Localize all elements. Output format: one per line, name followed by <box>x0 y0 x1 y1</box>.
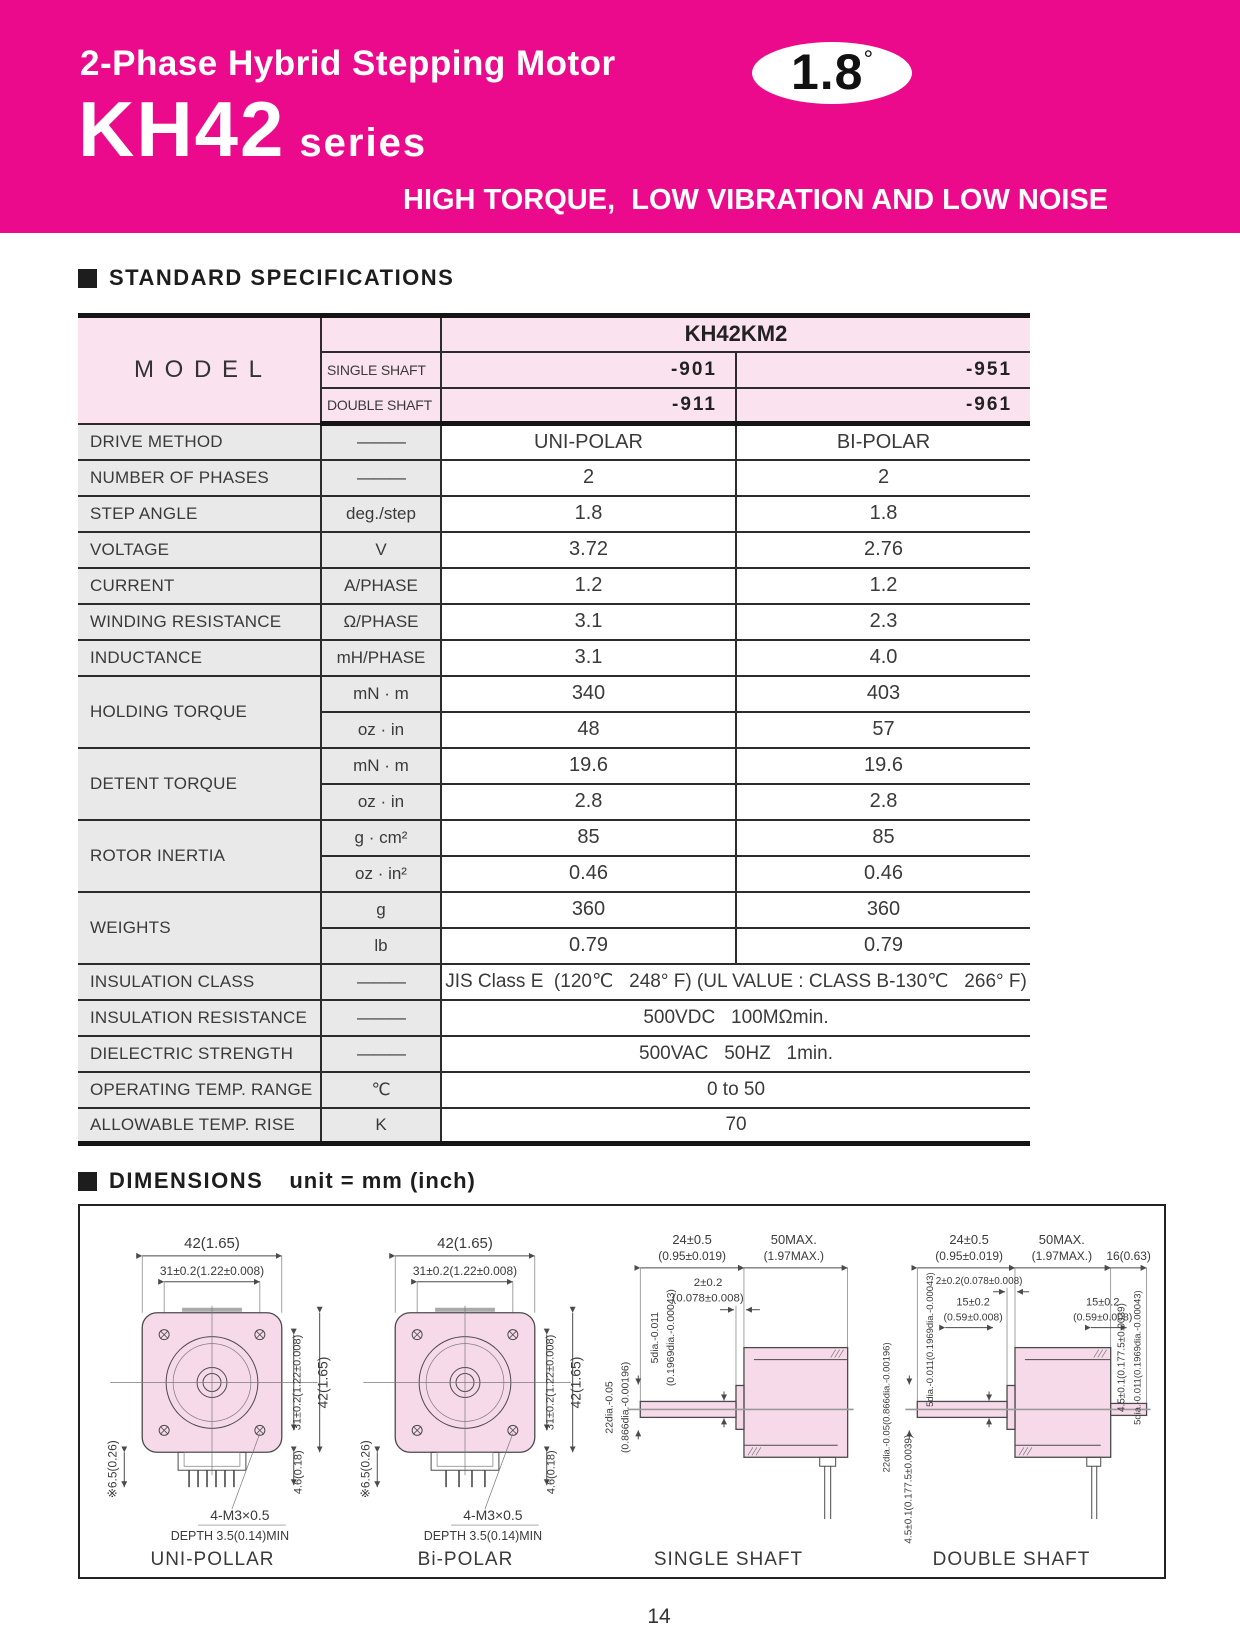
spec-value-span: 500VAC 50HZ 1min. <box>441 1036 1030 1072</box>
spec-value-bi: 0.46 <box>736 856 1030 892</box>
svg-text:4.6(0.18): 4.6(0.18) <box>545 1450 558 1495</box>
spec-row-drive-method <box>78 424 1030 460</box>
svg-text:(0.59±0.008): (0.59±0.008) <box>943 1312 1003 1324</box>
spec-value-uni: 85 <box>441 820 736 856</box>
spec-value-bi: 403 <box>736 676 1030 712</box>
svg-text:50MAX.: 50MAX. <box>1038 1231 1085 1247</box>
dimension-height-inner <box>545 1335 557 1431</box>
page-number: 14 <box>647 1605 671 1628</box>
bi-polar-front-view <box>343 1218 588 1547</box>
spec-value-uni: UNI-POLAR <box>441 424 736 460</box>
model-label: M O D E L <box>78 316 321 424</box>
spec-value-span: 500VDC 100MΩmin. <box>441 1000 1030 1036</box>
spec-value-bi: 2.8 <box>736 784 1030 820</box>
spec-value-bi: 85 <box>736 820 1030 856</box>
drawing-double-shaft <box>869 1218 1154 1571</box>
motor-face <box>363 1306 570 1475</box>
spec-label: INDUCTANCE <box>78 640 321 676</box>
svg-text:22dia.-0.05: 22dia.-0.05 <box>604 1381 616 1434</box>
spec-value-span: JIS Class E (120℃ 248° F) (UL VALUE : CLASS B-130℃ 266° F) <box>441 964 1030 1000</box>
double-shaft-label: DOUBLE SHAFT <box>321 388 441 424</box>
svg-text:※6.5(0.26): ※6.5(0.26) <box>358 1440 373 1499</box>
spec-unit: ——— <box>321 1000 441 1036</box>
spec-value-bi: 360 <box>736 892 1030 928</box>
spec-unit: K <box>321 1108 441 1144</box>
spec-label: CURRENT <box>78 568 321 604</box>
dimension-body-length <box>1015 1232 1111 1348</box>
spec-unit: mH/PHASE <box>321 640 441 676</box>
spec-unit: ——— <box>321 424 441 460</box>
spec-table <box>78 313 1030 1146</box>
svg-text:50MAX.: 50MAX. <box>770 1231 817 1247</box>
dimension-flat-front <box>944 1297 1003 1328</box>
caption-double-shaft: DOUBLE SHAFT <box>932 1549 1091 1570</box>
spec-value-uni: 0.79 <box>441 928 736 964</box>
svg-text:※6.5(0.26): ※6.5(0.26) <box>105 1440 120 1499</box>
spec-unit: g · cm² <box>321 820 441 856</box>
spec-row-holding-torque-1 <box>78 676 1030 712</box>
drawing-bi-polar <box>343 1218 588 1571</box>
spec-label: DETENT TORQUE <box>78 748 321 820</box>
double-shaft-side-view <box>869 1218 1154 1547</box>
lead-wires <box>1087 1457 1101 1519</box>
model-family: KH42KM2 <box>441 316 1030 352</box>
lead-wires <box>820 1457 836 1519</box>
svg-text:42(1.65): 42(1.65) <box>437 1234 493 1252</box>
caption-uni-polar: UNI-POLLAR <box>150 1549 275 1570</box>
page-title: 2-Phase Hybrid Stepping Motor <box>80 44 616 83</box>
svg-text:4-M3×0.5: 4-M3×0.5 <box>463 1507 523 1524</box>
dimension-height-outer <box>315 1313 331 1453</box>
spec-value-bi: BI-POLAR <box>736 424 1030 460</box>
svg-text:(1.97MAX.): (1.97MAX.) <box>763 1248 825 1263</box>
svg-text:24±0.5: 24±0.5 <box>672 1231 712 1247</box>
spec-value-uni: 2 <box>441 460 736 496</box>
spec-row-allowable-temp <box>78 1108 1030 1144</box>
dimension-connector-height <box>546 1450 558 1494</box>
dimension-connector-height <box>293 1450 305 1494</box>
svg-text:5dia.-0.011(0.1969dia.-0.00043: 5dia.-0.011(0.1969dia.-0.00043) <box>925 1272 937 1407</box>
series-title <box>78 84 427 175</box>
svg-text:5dia.-0.011: 5dia.-0.011 <box>650 1311 662 1364</box>
spec-row-voltage <box>78 532 1030 568</box>
svg-text:5dia.-0.011(0.1969dia.-0.00043: 5dia.-0.011(0.1969dia.-0.00043) <box>1132 1290 1144 1425</box>
connector-pins <box>446 1470 485 1487</box>
svg-text:24±0.5: 24±0.5 <box>949 1231 989 1247</box>
double-shaft-uni: -911 <box>441 388 736 424</box>
dimensions-box <box>78 1204 1166 1579</box>
svg-text:4.6(0.18): 4.6(0.18) <box>292 1450 305 1495</box>
svg-text:4-M3×0.5: 4-M3×0.5 <box>210 1507 270 1524</box>
svg-text:31±0.2(1.22±0.008): 31±0.2(1.22±0.008) <box>544 1334 557 1431</box>
dimension-body-length <box>744 1232 848 1348</box>
dimension-height-outer <box>568 1313 584 1453</box>
svg-text:2±0.2(0.078±0.008): 2±0.2(0.078±0.008) <box>935 1275 1023 1287</box>
svg-text:22dia.-0.05(0.866dia.-0.00196): 22dia.-0.05(0.866dia.-0.00196) <box>881 1342 893 1473</box>
spec-value-span: 0 to 50 <box>441 1072 1030 1108</box>
spec-row-weights-1 <box>78 892 1030 928</box>
spec-unit: mN · m <box>321 676 441 712</box>
series-word: series <box>299 121 428 165</box>
spec-unit: Ω/PHASE <box>321 604 441 640</box>
svg-text:(0.078±0.008): (0.078±0.008) <box>672 1292 744 1305</box>
single-shaft-side-view <box>596 1218 861 1547</box>
step-angle-badge <box>752 42 912 104</box>
spec-row-operating-temp <box>78 1072 1030 1108</box>
model-header-row <box>78 316 1030 352</box>
spec-unit: ——— <box>321 1036 441 1072</box>
spec-label: OPERATING TEMP. RANGE <box>78 1072 321 1108</box>
page-content <box>0 265 1240 1629</box>
svg-text:(0.1969dia.-0.00043): (0.1969dia.-0.00043) <box>666 1289 678 1387</box>
model-empty-cell <box>321 316 441 352</box>
motor-face <box>110 1306 317 1475</box>
spec-label: INSULATION CLASS <box>78 964 321 1000</box>
square-bullet-icon <box>78 1172 97 1191</box>
spec-label: INSULATION RESISTANCE <box>78 1000 321 1036</box>
spec-value-uni: 1.2 <box>441 568 736 604</box>
svg-text:DEPTH 3.5(0.14)MIN: DEPTH 3.5(0.14)MIN <box>423 1529 543 1544</box>
spec-label: VOLTAGE <box>78 532 321 568</box>
header-banner <box>0 0 1240 233</box>
svg-text:(0.95±0.019): (0.95±0.019) <box>935 1248 1003 1263</box>
spec-value-uni: 340 <box>441 676 736 712</box>
svg-text:16(0.63): 16(0.63) <box>1106 1248 1151 1263</box>
dimension-side-note <box>358 1440 377 1498</box>
spec-value-bi: 1.8 <box>736 496 1030 532</box>
spec-unit: ℃ <box>321 1072 441 1108</box>
spec-value-uni: 2.8 <box>441 784 736 820</box>
spec-section-heading <box>78 265 1240 291</box>
single-shaft-bi: -951 <box>736 352 1030 388</box>
svg-text:4.5±0.1(0.177.5±0.0039): 4.5±0.1(0.177.5±0.0039) <box>903 1434 915 1544</box>
step-angle-value: 1.8 <box>790 44 864 100</box>
spec-row-rotor-inertia-1 <box>78 820 1030 856</box>
svg-text:(0.95±0.019): (0.95±0.019) <box>658 1248 726 1263</box>
spec-unit: oz · in <box>321 784 441 820</box>
dimension-boss-dia <box>604 1362 638 1453</box>
unit-note: unit = mm (inch) <box>289 1168 476 1193</box>
spec-value-bi: 2.76 <box>736 532 1030 568</box>
spec-label: HOLDING TORQUE <box>78 676 321 748</box>
svg-text:42(1.65): 42(1.65) <box>184 1234 240 1252</box>
spec-value-bi: 19.6 <box>736 748 1030 784</box>
spec-unit: ——— <box>321 460 441 496</box>
spec-value-uni: 3.72 <box>441 532 736 568</box>
drawing-uni-polar <box>90 1218 335 1571</box>
spec-row-insulation-class <box>78 964 1030 1000</box>
spec-value-span: 70 <box>441 1108 1030 1144</box>
spec-row-step-angle <box>78 496 1030 532</box>
spec-label: WINDING RESISTANCE <box>78 604 321 640</box>
dimension-rear-shaft <box>1106 1249 1151 1404</box>
single-shaft-label: SINGLE SHAFT <box>321 352 441 388</box>
spec-label: ROTOR INERTIA <box>78 820 321 892</box>
drawing-single-shaft <box>596 1218 861 1571</box>
caption-bi-polar: Bi-POLAR <box>417 1549 514 1570</box>
svg-text:2±0.2: 2±0.2 <box>693 1276 723 1289</box>
svg-text:(1.97MAX.): (1.97MAX.) <box>1031 1248 1093 1263</box>
spec-value-uni: 1.8 <box>441 496 736 532</box>
svg-text:DEPTH 3.5(0.14)MIN: DEPTH 3.5(0.14)MIN <box>170 1529 290 1544</box>
spec-unit: oz · in² <box>321 856 441 892</box>
svg-text:42(1.65): 42(1.65) <box>314 1356 331 1409</box>
spec-label: WEIGHTS <box>78 892 321 964</box>
degree-symbol: ° <box>863 46 874 73</box>
spec-row-inductance <box>78 640 1030 676</box>
spec-row-dielectric-strength <box>78 1036 1030 1072</box>
dimension-side-note <box>105 1440 124 1498</box>
motor-body <box>628 1348 853 1458</box>
spec-unit: oz · in <box>321 712 441 748</box>
svg-text:15±0.2: 15±0.2 <box>956 1296 990 1309</box>
spec-label: DRIVE METHOD <box>78 424 321 460</box>
spec-value-bi: 4.0 <box>736 640 1030 676</box>
spec-unit: lb <box>321 928 441 964</box>
dimensions-heading-text: DIMENSIONS <box>109 1168 264 1193</box>
spec-unit: mN · m <box>321 748 441 784</box>
dimension-shaft-height-front <box>903 1435 914 1544</box>
spec-value-uni: 360 <box>441 892 736 928</box>
tagline: HIGH TORQUE, LOW VIBRATION AND LOW NOISE <box>403 184 1109 216</box>
spec-row-phases <box>78 460 1030 496</box>
spec-value-bi: 0.79 <box>736 928 1030 964</box>
spec-unit: A/PHASE <box>321 568 441 604</box>
svg-text:31±0.2(1.22±0.008): 31±0.2(1.22±0.008) <box>412 1263 518 1278</box>
spec-row-current <box>78 568 1030 604</box>
double-shaft-bi: -961 <box>736 388 1030 424</box>
svg-text:31±0.2(1.22±0.008): 31±0.2(1.22±0.008) <box>159 1263 265 1278</box>
spec-row-detent-torque-1 <box>78 748 1030 784</box>
svg-text:31±0.2(1.22±0.008): 31±0.2(1.22±0.008) <box>291 1334 304 1431</box>
svg-text:42(1.65): 42(1.65) <box>567 1356 584 1409</box>
dimension-height-inner <box>292 1335 304 1431</box>
spec-label: ALLOWABLE TEMP. RISE <box>78 1108 321 1144</box>
spec-value-bi: 1.2 <box>736 568 1030 604</box>
spec-value-uni: 3.1 <box>441 640 736 676</box>
spec-value-bi: 57 <box>736 712 1030 748</box>
single-shaft-uni: -901 <box>441 352 736 388</box>
spec-heading-text: STANDARD SPECIFICATIONS <box>109 265 455 290</box>
uni-polar-front-view <box>90 1218 335 1547</box>
spec-label: NUMBER OF PHASES <box>78 460 321 496</box>
spec-row-winding-resistance <box>78 604 1030 640</box>
spec-value-bi: 2.3 <box>736 604 1030 640</box>
spec-unit: deg./step <box>321 496 441 532</box>
spec-value-bi: 2 <box>736 460 1030 496</box>
spec-value-uni: 48 <box>441 712 736 748</box>
series-name: KH42 <box>78 85 286 173</box>
caption-single-shaft: SINGLE SHAFT <box>653 1549 804 1570</box>
spec-value-uni: 19.6 <box>441 748 736 784</box>
svg-text:4.5±0.1(0.177.5±0.0039): 4.5±0.1(0.177.5±0.0039) <box>1116 1303 1128 1413</box>
dimensions-section-heading <box>78 1168 1240 1194</box>
connector-pins <box>189 1470 234 1487</box>
svg-text:(0.866dia.-0.00196): (0.866dia.-0.00196) <box>620 1361 632 1454</box>
spec-unit: ——— <box>321 964 441 1000</box>
svg-text:(0.59±0.008): (0.59±0.008) <box>1073 1312 1133 1324</box>
spec-unit: g <box>321 892 441 928</box>
motor-body <box>905 1348 1150 1458</box>
square-bullet-icon <box>78 269 97 288</box>
spec-value-uni: 3.1 <box>441 604 736 640</box>
spec-label: STEP ANGLE <box>78 496 321 532</box>
spec-unit: V <box>321 532 441 568</box>
spec-value-uni: 0.46 <box>441 856 736 892</box>
spec-label: DIELECTRIC STRENGTH <box>78 1036 321 1072</box>
svg-text:15±0.2: 15±0.2 <box>1086 1296 1120 1309</box>
spec-row-insulation-resistance <box>78 1000 1030 1036</box>
